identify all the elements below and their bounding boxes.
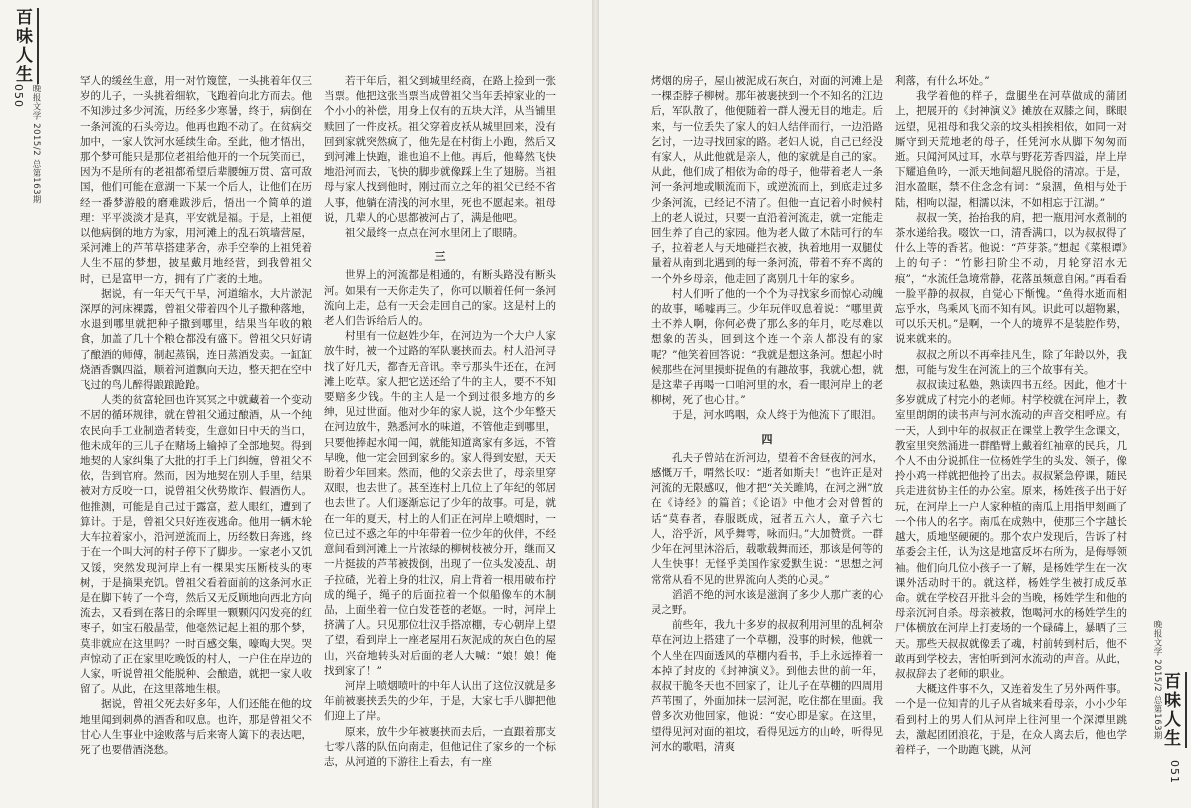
- paragraph: 世界上的河流都是相通的，有断头路没有断头河。如果有一天你走失了，你可以顺着任何一条河流向上走，总有一天会走回自己的家。这是村上的老人们告诉给后人的。: [324, 269, 556, 328]
- right-page: [599, 0, 1191, 808]
- paragraph: 叔叔一笑，抬抬我的肩，把一瓶用河水煮制的茶水递给我。啜饮一口，清香满口，以为叔叔得了什么上等的香茗。他说：“芦芽茶。”想起《菜根谭》上的句子：“竹影扫阶尘不动，月轮穿沼水无痕”，“水流任急境常静，花落虽频意自闲。”再看看一脸平静的叔叔，自觉心下惭愧。“鱼得水逝而相忘乎水，鸟乘风飞而不知有风。识此可以超物累，可以乐天机。”是啊，一个人的境界不是装腔作势，说来就来的。: [895, 211, 1127, 346]
- paragraph: 大概这件事不久，又连着发生了另外两件事。一个是一位知青的儿子从省城来看母亲，小小少年看到村上的男人们从河岸上往河里一个深潭里跳去，激起团团浪花，于是，在众人离去后，他也学着样子，一个助跑飞跳，从河: [895, 683, 1127, 756]
- paragraph: 叔叔读过私塾，熟读四书五经。因此，他才十多岁就成了村完小的老师。村学校就在河岸上，教室里朗朗的读书声与河水流动的声音交相呼应。有一天，人到中年的叔叔正在课堂上教学生念课文，教室里突然涌进一群酷臂上戴着红袖章的民兵，几个人不由分说抓住一位杨姓学生的头发、领子，像拎小鸡一样就把他拎了出去。叔叔紧急停课，随民兵走进贫协主任的办公室。原来，杨姓孩子出于好玩，在河岸上一户人家种植的南瓜上用指甲刻画了一个伟人的名字。南瓜在成熟中，使那三个字越长越大，质地坚硬硬的。那个农户发现后，告诉了村革委会主任，认为这是地富反坏右所为，是侮辱领袖。他们向几位小孩子一了解，是杨姓学生在一次课外活动时干的。就这样，杨姓学生被打成反革命。就在学校召开批斗会的当晚，杨姓学生和他的母亲沉河自杀。母亲被救，饱喝河水的杨姓学生的尸体横放在河岸上打麦场的一个碌碡上，暴晒了三天。那些天叔叔就像丢了魂，村前转到村后，他不敢再到学校去，害怕听到河水流动的声音。从此，叔叔辞去了老师的职业。: [895, 379, 1127, 680]
- paragraph: 叔叔之所以不再牵挂凡生，除了年龄以外，我想，可能与发生在河流上的三个故事有关。: [895, 348, 1127, 376]
- left-page: [0, 0, 592, 808]
- section-heading: 三: [434, 250, 446, 264]
- issue-info: 晚报文学 2015/2 总第163期: [31, 84, 41, 205]
- magazine-title: 百味人生: [1158, 672, 1187, 748]
- paragraph: 前些年，我九十多岁的叔叔利用河里的乱柯杂草在河边上搭建了一个草棚，没事的时候，他就一个人坐在四面透风的草棚内看书，手上永远捧着一本掉了封皮的《封神演义》。到他去世的前一年，叔叔干脆冬天也不回家了，让儿子在草棚的四周用芦苇围了，外面加抹一层河泥，吃住都在里面。我曾多次劝他回家，他说：“安心即是家。在这里，望得见河对面的祖坟，看得见远方的山岭，听得见河水的歌唱，清爽: [651, 619, 883, 753]
- paragraph: 村人们听了他的一个个为寻找家乡而惊心动魄的故事，唏嘘再三。少年玩伴叹息着说：“哪里黄土不养人啊，你何必费了那么多的年月，吃尽难以想象的苦头，回到这个连一个亲人都没有的家呢？”他笑着回答说：“我就是想这条河。想起小时候那些在河里摸虾捉鱼的有趣故事，我就心想，就是这辈子再喝一口咱河里的水，看一眼河岸上的老柳树，死了也心甘。”: [651, 287, 883, 407]
- paragraph: 孔夫子曾站在沂河边，望着不舍昼夜的河水，感慨万千，喟然长叹：“逝者如斯夫！”也许正是对河流的无限感叹，他才把“关关雎鸠，在河之洲”放在《诗经》的篇首；《论语》中他才会对曾皙的话“莫春者，春服既成，冠者五六人，童子六七人，浴乎沂，风乎舞雩，咏而归。”大加赞赏。一群少年在河里沐浴后，载歌载舞而还，那该是何等的人生快事！无怪乎美国作家爱默生说：“思想之河常常从看不见的世界流向人类的心灵。”: [651, 451, 883, 586]
- paragraph: 人类的贫富轮回也许冥冥之中就藏着一个变动不居的循环规律，就在曾祖父通过酿酒，从一个纯农民向手工业制造者转变，生意如日中天的当口，他未成年的三儿子在赌场上输掉了全部地契。得到地契的人家纠集了大批的打手上门纠缠，曾祖父不依，告到官府。然而，因为地契在别人手里，结果被对方反咬一口，说曾祖父伙势欺诈、假酒伤人。他推测，可能是自己过于露富，惹人眼红，遭到了算计。于是，曾祖父只好连夜逃命。他用一辆木轮大车拉着家小，沿河逆流而上，历经数日奔逃，终于在一个叫大河的村子停下了脚步。一家老小又饥又馁，突然发现河岸上有一棵果实压断枝头的枣树，于是摘果充饥。曾祖父看着面前的这条河水正是在脚下转了一个弯，然后又无反顾地向西北方向流去，又看到在落日的余晖里一颗颗闪闪发亮的红枣子，如宝石般晶莹，他毫然记起上祖的那个梦，莫非就应在这里吗？一时百感交集，嚎啕大哭。哭声惊动了正在家里吃晚饭的村人，一户住在岸边的人家，听说曾祖父能脱种、会酿造，就把一家人收留了。从此，在这里落地生根。: [80, 394, 312, 696]
- issue-info: 晚报文学 2015/2 总第163期: [1152, 620, 1162, 741]
- paragraph: 烤烟的房子，屋山被泥成石灰白，对面的河滩上是一棵歪脖子柳树。那年被裹挟到一个不知名的江边后，军队散了，他便随着一群人漫无目的地走。后来，与一位丢失了家人的妇人结伴而行，一边沿路乞讨，一边寻找回家的路。老妇人说，自己已经没有家人，从此他就是亲人，他的家就是自己的家。从此，他们成了相依为命的母子，他带着老人一条河一条河地或顺流而下，或逆流而上，到底走过多少条河流，已经记不清了。但他一直记着小时候村上的老人说过，只要一直沿着河流走，就一定能走回生养了自己的家园。他为老人做了木陆可行的车子，拉着老人与天地碰拦衣被，执着地用一双腿仗量着从南到北遇到的每一条河流，带着不弃不离的一个外乡母亲，他走回了离别几十年的家乡。: [651, 75, 883, 285]
- paragraph: 于是，河水鸣咽，众人终于为他流下了眼泪。: [672, 409, 882, 422]
- paragraph: 据说，曾祖父死去好多年，人们还能在他的坟地里闻到刺鼻的酒香和叹息。也许，那是曾祖父不甘心人生事业中途败落与后来寄人篱下的表达吧，死了也要借酒浇愁。: [80, 698, 312, 756]
- paragraph: 村里有一位赵姓少年，在河边为一个大户人家放牛时，被一个过路的军队裹挟而去。村人沿河寻找了好几天，都杳无音讯。幸亏那头牛还在，在河滩上吃草。家人把它送还给了牛的主人，要不不知要赔多少钱。牛的主人是一个到过很多地方的乡绅，见过世面。他对少年的家人说，这个少年整天在河边放牛，熟悉河水的味道，不管他走到哪里，只要他捧起水闻一闻，就能知道离家有多远，不管早晚，他一定会回到家乡的。家人得到安慰，天天盼着少年回来。然而，他的父亲去世了，母亲里穿双眼，也去世了。甚至连村上几位上了年纪的邻居也去世了。人们逐渐忘记了少年的故事。可是，就在一年的夏天，村上的人们正在河岸上喷烟时，一位已过不惑之年的中年带着一位少年的伙伴，不经意间看到河滩上一片浓绿的柳树枝被分开，继而又一片挺拔的芦苇被拨倒，出现了一位头发凌乱、胡子拉碴，光着上身的壮汉，肩上背着一根用破布拧成的绳子，绳子的后面拉着一个似船像车的木制品，上面坐着一位白发苍苍的老妪。一时，河岸上挤满了人。只见那位壮汉手搭凉棚，专心朝岸上望了望，看到岸上一座老屋用石灰泥成的灰白色的屋山，兴奋地转头对后面的老人大喊：“娘！娘！俺找到家了！”: [324, 330, 556, 677]
- left-page-sidebar: [0, 0, 52, 808]
- paragraph: 罕人的缓丝生意，用一对竹篾筐，一头挑着年仅三岁的儿子，一头挑着细软，飞跑着向北方而去。他不知涉过多少河流，历经多少寒暑，终于，病倒在一条河流的石头旁边。他再也跑不动了。在贫病交加中，一家人饮河水延续生命。至此，他才悟出，那个梦可能只是那位老祖给他开的一个玩笑而已，因为不是所有的老祖都希望后辈腰缠万贯、富可敌国，他们可能在意湖一下某一个后人，让他们在历经一番梦游般的磨难跋涉后，悟出一个简单的道理：平平淡淡才是真，平安就是福。于是，上祖便以他病倒的地方为家，用河滩上的乱石筑墙营屋，采河滩上的芦苇草搭建茅舍，赤手空拳的上祖凭着人生不屈的梦想，披星戴月地经营，到我曾祖父时，已是富甲一方，拥有了广袤的土地。: [80, 75, 312, 285]
- paragraph: 祖父最终一点点在河水里闭上了眼睛。: [345, 227, 524, 240]
- paragraph: 利落，有什么坏处。”: [895, 75, 990, 87]
- page-gutter: [592, 0, 599, 808]
- text-column-2: [324, 74, 556, 794]
- section-heading: 四: [761, 432, 773, 446]
- page-number: 050: [12, 84, 25, 108]
- paragraph: 原来，放牛少年被裹挟而去后，一直跟着那支七零八落的队伍向南走，但他记住了家乡的一个标志，从河道的下游往上看去，有一座: [324, 725, 556, 768]
- magazine-title: 百味人生: [10, 8, 39, 84]
- paragraph: 我学着他的样子，盘腿坐在河草做成的蒲团上，把展开的《封神演义》摊放在双膝之间，眯眼远望，见祖母和我父亲的坟头相挨相依，如同一对厮守到天荒地老的母子，任凭河水从脚下匆匆而逝。只闻河风过耳，水草与野花芳香四溢，岸上岸下耀追鱼吟，一派天地间超凡脱俗的清凉。于是，泪水盈眶，禁不住念念有词：“泉涸，鱼相与处于陆，相呴以湿，相濡以沫，不如相忘于江湖。”: [895, 90, 1127, 209]
- paragraph: 据说，有一年天气干旱，河道缩水，大片淤泥深厚的河床裸露，曾祖父带着四个儿子撒种落地，水退到哪里就把种子撒到哪里，结果当年收的粮食，加盖了几十个粮仓都没有盛下。曾祖父只好请了酿酒的师傅，制起蒸锅，连日蒸酒发卖。一缸缸烧酒香飘四溢，顺着河道飘向天边，整天把在空中飞过的鸟儿醉得踉踉跄跄。: [80, 287, 312, 392]
- paragraph: 河岸上喷烟喷叶的中年人认出了这位汉就是多年前被裹挟丢失的少年，于是，大家七手八脚把他们迎上了岸。: [324, 679, 556, 723]
- paragraph: 若干年后，祖父到城里经商，在路上捡到一张当票。他把这张当票当成曾祖父当年丢掉家业的一个小小的补偿，用身上仅有的五块大洋，从当铺里赎回了一件皮袄。祖父穿着皮袄从城里回来，没有回到家就突然疯了，他先是在村街上小跑，然后又到河滩上快跑，谁也追不上他。再后，他蓦然飞快地沿河而去，飞快的脚步就像踩上生了翅膀。当祖母与家人找到他时，刚过而立之年的祖父已经不省人事，他躺在清浅的河水里，死也不愿起来。祖母说，几辈人的心思都被河占了，满是他吧。: [324, 75, 556, 224]
- page-number: 051: [1168, 760, 1181, 784]
- text-column-1: [80, 74, 312, 794]
- right-page-sidebar: [1139, 0, 1191, 808]
- text-column-4: [895, 74, 1127, 794]
- paragraph: 滔滔不绝的河水该是滋润了多少人那广袤的心灵之野。: [651, 588, 883, 616]
- text-column-3: [651, 74, 883, 794]
